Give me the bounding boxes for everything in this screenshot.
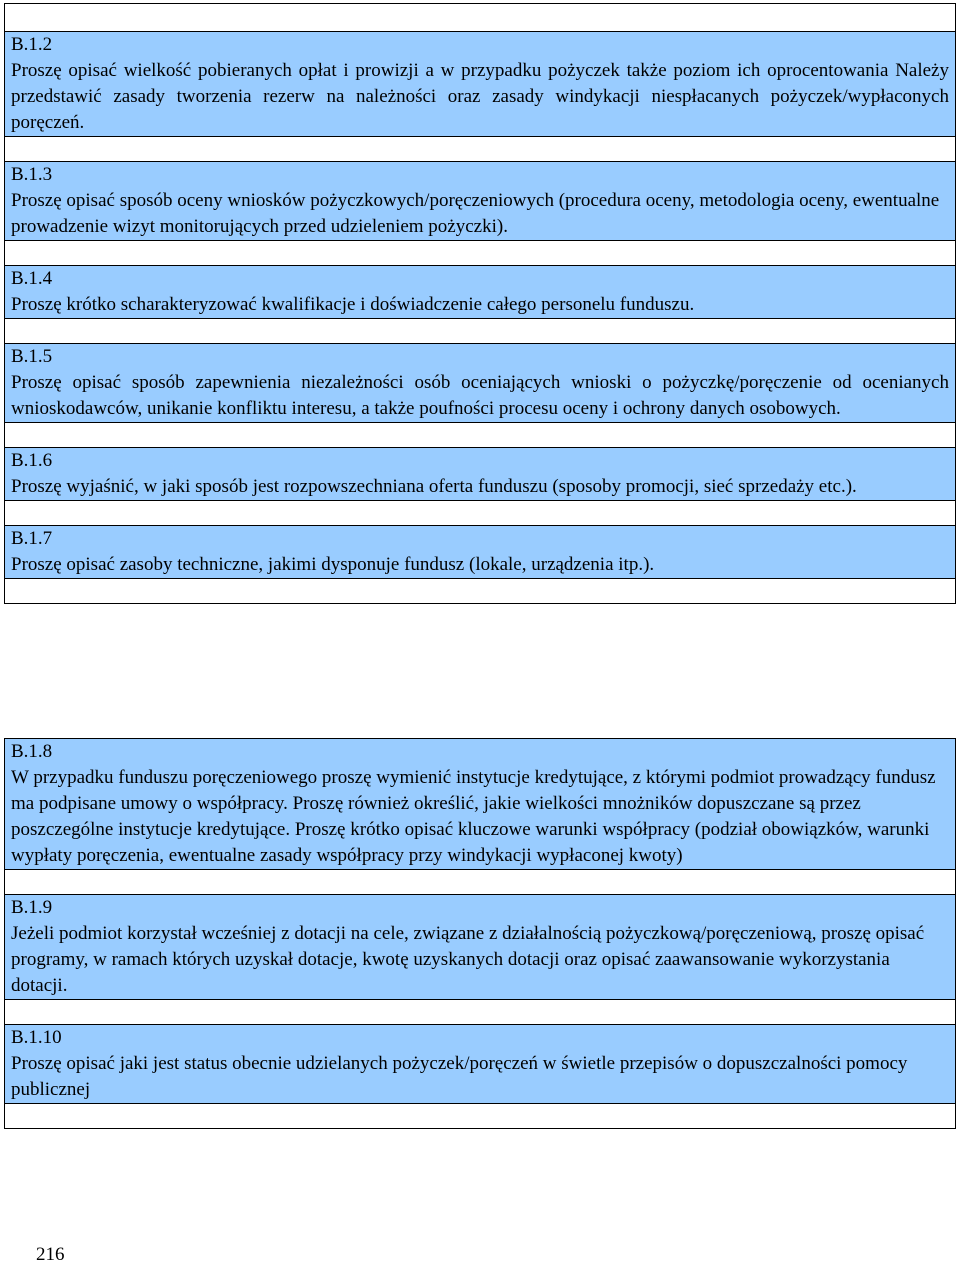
answer-field[interactable] xyxy=(5,579,956,604)
question-row xyxy=(5,32,956,137)
answer-row xyxy=(5,579,956,604)
answer-row xyxy=(5,1000,956,1025)
answer-field[interactable] xyxy=(5,319,956,344)
question-code: B.1.8 xyxy=(11,741,53,762)
answer-row xyxy=(5,137,956,162)
answer-field[interactable] xyxy=(5,1000,956,1025)
question-row xyxy=(5,1025,956,1104)
answer-row xyxy=(5,501,956,526)
answer-field[interactable] xyxy=(5,241,956,266)
question-b-1-6 xyxy=(5,448,956,501)
question-code: B.1.10 xyxy=(11,1027,62,1048)
answer-field[interactable] xyxy=(5,137,956,162)
question-code: B.1.2 xyxy=(11,34,53,55)
answer-row xyxy=(5,4,956,32)
question-row xyxy=(5,739,956,870)
question-text: Proszę opisać zasoby techniczne, jakimi dysponuje fundusz (lokale, urządzenia itp.). xyxy=(11,554,655,575)
question-row xyxy=(5,526,956,579)
question-text: W przypadku funduszu poręczeniowego proszę wymienić instytucje kredytujące, z którymi podmiot prowadzący fundusz ma podpisane umowy o współpracy. Proszę również określić, jakie wielkości mnożników dopuszczane są przez poszczególne instytucje kredytujące. Proszę krótko opisać kluczowe warunki współpracy (podział obowiązków, warunki wypłaty poręczenia, ewentualne zasady współpracy przy windykacji wypłaconej kwoty) xyxy=(11,767,936,866)
question-b-1-3 xyxy=(5,162,956,241)
question-b-1-8 xyxy=(5,739,956,870)
question-text: Proszę opisać sposób oceny wniosków pożyczkowych/poręczeniowych (procedura oceny, metodologia oceny, ewentualne prowadzenie wizyt monitorujących przed udzieleniem pożyczki). xyxy=(11,190,940,237)
questionnaire-table-1 xyxy=(4,3,956,604)
question-b-1-2 xyxy=(5,32,956,137)
answer-row xyxy=(5,870,956,895)
page-number: 216 xyxy=(36,1244,65,1265)
question-code: B.1.7 xyxy=(11,528,53,549)
question-row xyxy=(5,895,956,1000)
answer-row xyxy=(5,423,956,448)
answer-field[interactable] xyxy=(5,501,956,526)
question-b-1-4 xyxy=(5,266,956,319)
question-b-1-7 xyxy=(5,526,956,579)
question-text: Proszę opisać sposób zapewnienia niezależności osób oceniających wnioski o pożyczkę/poręczenie od ocenianych wnioskodawców, unikanie konfliktu interesu, a także poufności procesu oceny i ochrony danych osobowych. xyxy=(11,372,949,419)
question-code: B.1.6 xyxy=(11,450,53,471)
question-text: Jeżeli podmiot korzystał wcześniej z dotacji na cele, związane z działalnością pożyczkową/poręczeniową, proszę opisać programy, w ramach których uzyskał dotacje, kwotę uzyskanych dotacji oraz opisać zaawansowanie wykorzystania dotacji. xyxy=(11,923,925,996)
question-b-1-9 xyxy=(5,895,956,1000)
question-code: B.1.3 xyxy=(11,164,53,185)
answer-row xyxy=(5,241,956,266)
question-text: Proszę wyjaśnić, w jaki sposób jest rozpowszechniana oferta funduszu (sposoby promocji, sieć sprzedaży etc.). xyxy=(11,476,857,497)
question-row xyxy=(5,448,956,501)
question-code: B.1.4 xyxy=(11,268,53,289)
question-row xyxy=(5,344,956,423)
questionnaire-table-2 xyxy=(4,738,956,1129)
answer-row xyxy=(5,1104,956,1129)
answer-field[interactable] xyxy=(5,423,956,448)
answer-row xyxy=(5,319,956,344)
question-code: B.1.5 xyxy=(11,346,53,367)
question-text: Proszę opisać wielkość pobieranych opłat i prowizji a w przypadku pożyczek także poziom ich oprocentowania Należy przedstawić zasady tworzenia rezerw na należności oraz zasady windykacji niespłacanych pożyczek/wypłaconych poręczeń. xyxy=(11,60,949,133)
answer-field[interactable] xyxy=(5,4,956,32)
answer-field[interactable] xyxy=(5,870,956,895)
answer-field[interactable] xyxy=(5,1104,956,1129)
question-row xyxy=(5,266,956,319)
question-b-1-5 xyxy=(5,344,956,423)
question-text: Proszę opisać jaki jest status obecnie udzielanych pożyczek/poręczeń w świetle przepisów o dopuszczalności pomocy publicznej xyxy=(11,1053,908,1100)
question-row xyxy=(5,162,956,241)
question-text: Proszę krótko scharakteryzować kwalifikacje i doświadczenie całego personelu funduszu. xyxy=(11,294,695,315)
question-code: B.1.9 xyxy=(11,897,53,918)
question-b-1-10 xyxy=(5,1025,956,1104)
